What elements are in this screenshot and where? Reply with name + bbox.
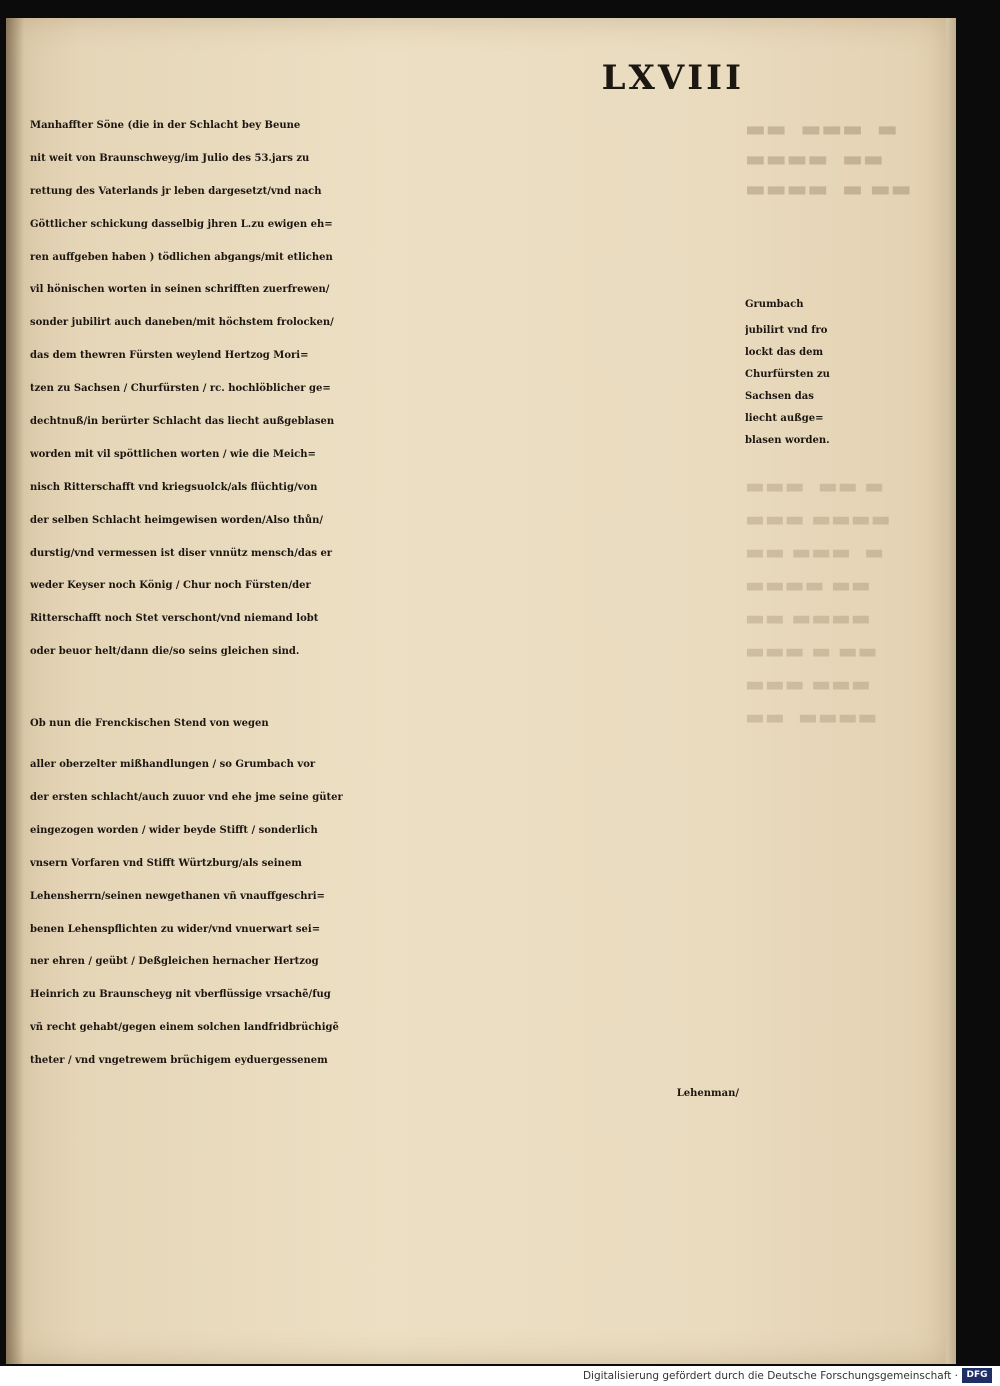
margin-note-line: liecht außge= bbox=[745, 413, 824, 424]
text-line: Manhaffter Söne (die in der Schlacht bey Beune bbox=[30, 120, 301, 131]
text-line: rettung des Vaterlands jr leben dargesetzt/vnd nach bbox=[30, 185, 322, 197]
bleed-through-middle: ▬▬▬ ▬▬ ▬ ▬▬▬ ▬▬▬▬ ▬▬ ▬▬▬ ▬ ▬▬▬▬ ▬▬ ▬▬ ▬▬▬▬ ▬▬▬ ▬ ▬▬ ▬▬▬ ▬▬▬ ▬▬ ▬▬▬▬ bbox=[745, 474, 891, 729]
text-line: Ritterschafft noch Stet verschont/vnd niemand lobt bbox=[30, 613, 319, 625]
text-line: ren auffgeben haben ) tödlichen abgangs/mit etlichen bbox=[30, 251, 333, 263]
gutter-shadow bbox=[6, 18, 24, 1364]
text-line: benen Lehenspflichten zu wider/vnd vnuerwart sei= bbox=[30, 923, 321, 935]
margin-note-line: lockt das dem bbox=[745, 347, 824, 358]
text-line: vil hönischen worten in seinen schrifften zuerfrewen/ bbox=[30, 284, 330, 296]
text-line: tzen zu Sachsen / Churfürsten / rc. hochlöblicher ge= bbox=[30, 383, 331, 395]
text-line: der ersten schlacht/auch zuuor vnd ehe jme seine güter bbox=[30, 792, 343, 804]
text-line: ner ehren / geübt / Deßgleichen hernacher Hertzog bbox=[30, 956, 319, 968]
main-text bbox=[30, 110, 745, 1111]
text-line: sonder jubilirt auch daneben/mit höchstem frolocken/ bbox=[30, 317, 334, 329]
folio-number: LXVIII bbox=[601, 58, 744, 98]
text-line: vnsern Vorfaren vnd Stifft Würtzburg/als seinem bbox=[30, 857, 302, 869]
margin-note-line: Churfürsten zu bbox=[745, 369, 830, 380]
text-line: eingezogen worden / wider beyde Stifft / sonderlich bbox=[30, 824, 318, 836]
paragraph-opening-line: Ob nun die Frenckischen Stend von wegen bbox=[30, 718, 269, 730]
margin-note-line: jubilirt vnd fro bbox=[745, 325, 828, 336]
margin-note-line: blasen worden. bbox=[745, 435, 830, 446]
text-line: weder Keyser noch König / Chur noch Fürsten/der bbox=[30, 580, 311, 592]
bleed-through-top: ▬▬ ▬▬▬ ▬ ▬▬▬▬ ▬▬ ▬▬▬▬ ▬ ▬▬ bbox=[745, 117, 912, 202]
page-edge bbox=[946, 18, 956, 1364]
digitization-credit: Digitalisierung gefördert durch die Deutsche Forschungsgemeinschaft · bbox=[582, 1370, 958, 1382]
text-line: Göttlicher schickung dasselbig jhren L.zu ewigen eh= bbox=[30, 218, 333, 230]
text-line: aller oberzelter mißhandlungen / so Grumbach vor bbox=[30, 759, 316, 771]
text-line: theter / vnd vngetrewem brüchigem eyduergessenem bbox=[30, 1055, 328, 1067]
catchword-line: Lehenman/ bbox=[676, 1088, 739, 1100]
margin-note-line: Sachsen das bbox=[745, 391, 814, 402]
text-line: das dem thewren Fürsten weylend Hertzog Mori= bbox=[30, 350, 309, 362]
text-line: dechtnuß/in berürter Schlacht das liecht außgeblasen bbox=[30, 416, 335, 428]
margin-note bbox=[745, 290, 940, 452]
text-line: nit weit von Braunschweyg/im Julio des 53.jars zu bbox=[30, 152, 310, 164]
text-line: nisch Ritterschafft vnd kriegsuolck/als flüchtig/von bbox=[30, 481, 318, 493]
margin-note-line: Grumbach bbox=[745, 299, 804, 310]
text-line: durstig/vnd vermessen ist diser vnnütz mensch/das er bbox=[30, 547, 333, 559]
text-line: Heinrich zu Braunscheyg nit vberflüssige vrsachẽ/fug bbox=[30, 989, 331, 1001]
text-line: der selben Schlacht heimgewisen worden/Also thůn/ bbox=[30, 514, 324, 526]
text-line: oder beuor helt/dann die/so seins gleichen sind. bbox=[30, 646, 300, 658]
text-line: Lehensherrn/seinen newgethanen vñ vnauffgeschri= bbox=[30, 890, 325, 902]
paragraph-gap bbox=[30, 669, 745, 699]
dfg-logo-icon: DFG bbox=[962, 1368, 992, 1383]
text-line: vñ recht gehabt/gegen einem solchen landfridbrüchigẽ bbox=[30, 1022, 339, 1034]
text-line: worden mit vil spöttlichen worten / wie die Meich= bbox=[30, 448, 316, 460]
